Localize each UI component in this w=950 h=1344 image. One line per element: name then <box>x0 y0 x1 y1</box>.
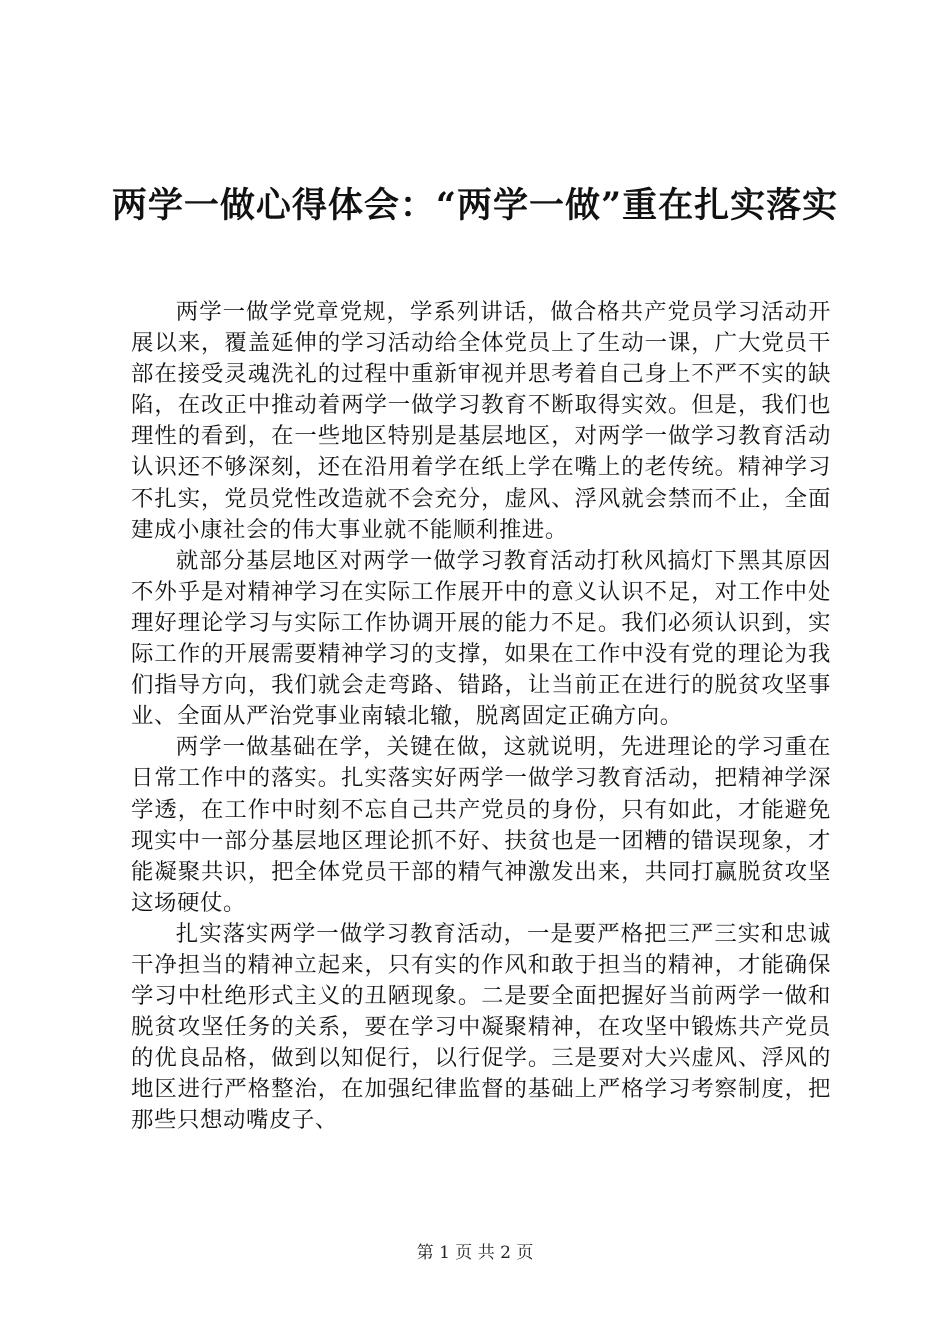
page-number-footer: 第 1 页 共 2 页 <box>416 1243 534 1263</box>
paragraph-4: 扎实落实两学一做学习教育活动，一是要严格把三严三实和忠诚干净担当的精神立起来，只有实的作风和敢于担当的精神，才能确保学习中杜绝形式主义的丑陋现象。二是要全面把握好当前两学一做和脱贫攻坚任务的关系，要在学习中凝聚精神，在攻坚中锻炼共产党员的优良品格，做到以知促行，以行促学。三是要对大兴虚风、浮风的地区进行严格整治，在加强纪律监督的基础上严格学习考察制度，把那些只想动嘴皮子、 <box>131 920 831 1134</box>
document-body <box>131 297 831 1136</box>
paragraph-2: 就部分基层地区对两学一做学习教育活动打秋风搞灯下黑其原因不外乎是对精神学习在实际工作展开中的意义认识不足，对工作中处理好理论学习与实际工作协调开展的能力不足。我们必须认识到，实际工作的开展需要精神学习的支撑，如果在工作中没有党的理论为我们指导方向，我们就会走弯路、错路，让当前正在进行的脱贫攻坚事业、全面从严治党事业南辕北辙，脱离固定正确方向。 <box>131 547 831 730</box>
document-title: 两学一做心得体会：“两学一做”重在扎实落实 <box>111 185 839 226</box>
paragraph-3: 两学一做基础在学，关键在做，这就说明，先进理论的学习重在日常工作中的落实。扎实落实好两学一做学习教育活动，把精神学深学透，在工作中时刻不忘自己共产党员的身份，只有如此，才能避免现实中一部分基层地区理论抓不好、扶贫也是一团糟的错误现象，才能凝聚共识，把全体党员干部的精气神激发出来，共同打赢脱贫攻坚这场硬仗。 <box>131 734 831 916</box>
paragraph-1: 两学一做学党章党规，学系列讲话，做合格共产党员学习活动开展以来，覆盖延伸的学习活动给全体党员上了生动一课，广大党员干部在接受灵魂洗礼的过程中重新审视并思考着自己身上不严不实的缺陷，在改正中推动着两学一做学习教育不断取得实效。但是，我们也理性的看到，在一些地区特别是基层地区，对两学一做学习教育活动认识还不够深刻，还在沿用着学在纸上学在嘴上的老传统。精神学习不扎实，党员党性改造就不会充分，虚风、浮风就会禁而不止，全面建成小康社会的伟大事业就不能顺利推进。 <box>131 299 831 543</box>
